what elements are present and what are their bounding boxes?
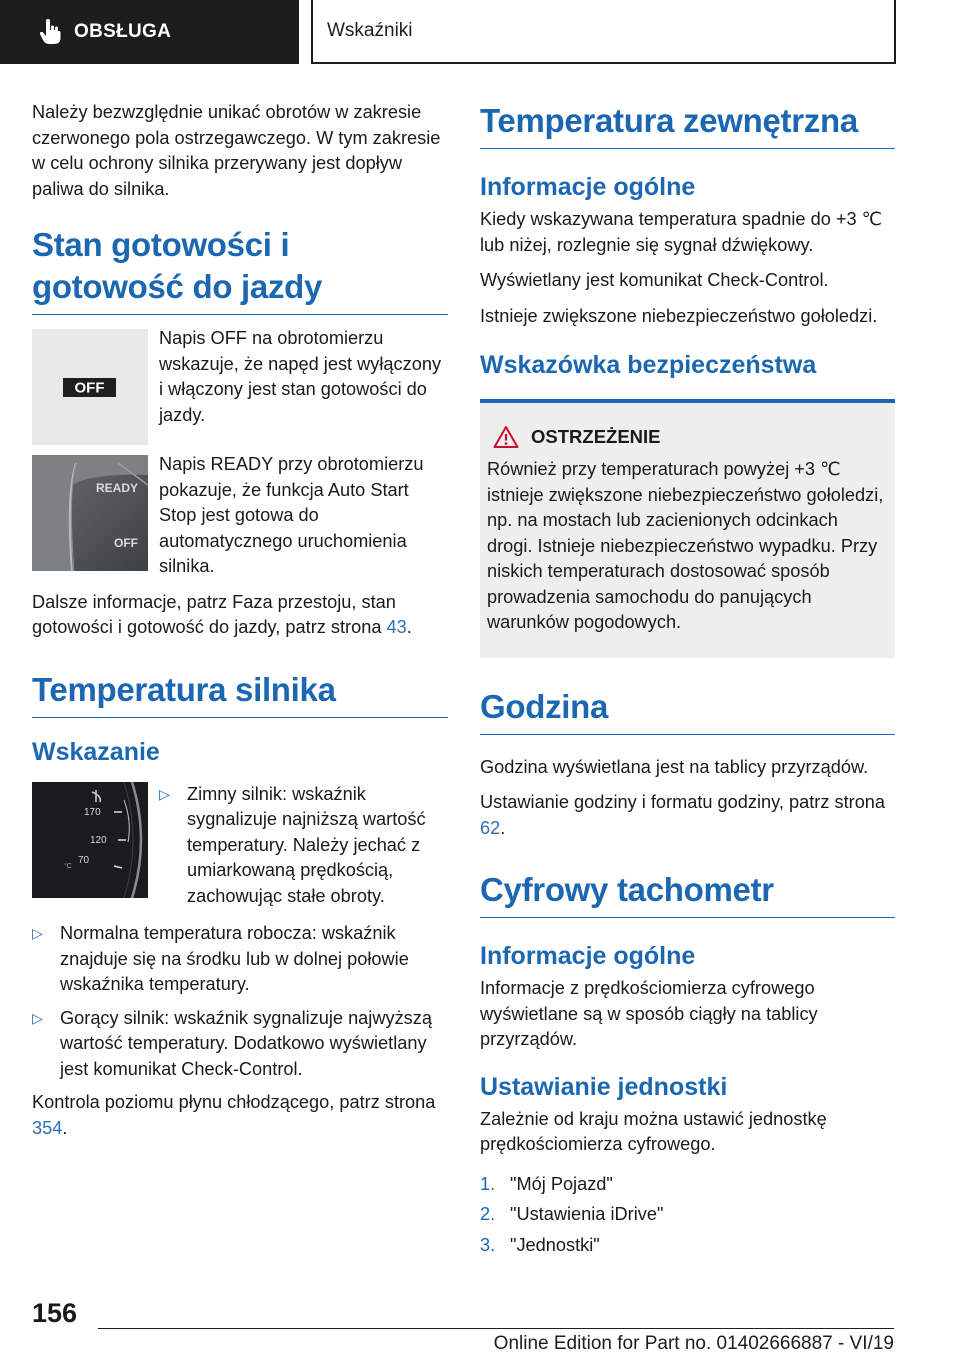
temp-paragraph-3: Istnieje zwiększone niebezpieczeństwo gołoledzi. (480, 305, 878, 326)
clock-paragraph-2: Ustawianie godziny i formatu godziny, patrz strona 62. (480, 792, 886, 838)
heading-display: Wskazanie (32, 737, 160, 766)
left-column (32, 100, 448, 1151)
intro-paragraph: Należy bezwzględnie unikać obrotów w zakresie czerwonego pola ostrzegawczego. W tym zakresie w celu ochrony silnika przerywany jest dopływ paliwa do silnika. (32, 102, 441, 199)
heading-safety: Wskazówka bezpieczeństwa (480, 349, 895, 403)
page-link-62[interactable]: 62 (480, 817, 501, 838)
unit-steps (480, 1172, 895, 1259)
digital-paragraph: Informacje z prędkościomierza cyfrowego wyświetlane są w sposób ciągły na tablicy przyrządów. (480, 978, 818, 1049)
hand-pointer-icon (38, 18, 62, 46)
section-label: OBSŁUGA (74, 21, 172, 42)
engine-temp-list (32, 921, 448, 1082)
ready-display-image (32, 455, 148, 571)
list-item: ▷ Normalna temperatura robocza: wskaźnik znajduje się na środku lub w dolnej połowie wskaźnika temperatury. (32, 923, 409, 994)
coolant-paragraph: Kontrola poziomu płynu chłodzącego, patrz strona 354. (32, 1092, 436, 1138)
heading-unit: Ustawianie jednostki (480, 1072, 728, 1101)
section-tab[interactable] (0, 0, 299, 64)
right-column (480, 100, 895, 1263)
heading-general-2: Informacje ogólne (480, 942, 696, 970)
heading-digital-tachometer: Cyfrowy tachometr (480, 869, 895, 918)
heading-general: Informacje ogólne (480, 173, 696, 201)
ready-label: READY (96, 481, 139, 495)
cold-engine-list (159, 782, 448, 918)
ready-figure-row (32, 455, 448, 580)
temp-paragraph-1: Kiedy wskazywana temperatura spadnie do +3 ℃ lub niżej, rozlegnie się sygnał dźwiękowy. (480, 209, 883, 255)
warning-triangle-icon (493, 425, 519, 449)
warning-title-row (493, 425, 887, 449)
temperature-gauge-image (32, 782, 148, 898)
edition-text: Online Edition for Part no. 01402666887 - VI/19 (493, 1333, 894, 1354)
heading-outside-temp: Temperatura zewnętrzna (480, 100, 895, 149)
gauge-unit: °C (64, 862, 72, 870)
warning-box (480, 403, 895, 658)
coolant-text: Kontrola poziomu płynu chłodzącego, patrz strona (32, 1092, 436, 1112)
warning-title: OSTRZEŻENIE (531, 426, 661, 447)
ready-description: Napis READY przy obrotomierzu pokazuje, że funkcja Auto Start Stop jest gotowa do automatycznego uruchomienia silnika. (159, 454, 424, 576)
off-label: OFF (74, 379, 105, 397)
warning-text: Również przy temperaturach powyżej +3 ℃ istnieje zwiększone niebezpieczeństwo gołoledzi, np. na mostach lub zacienionych odcinkach drogi. Istnieje niebezpieczeństwo wypadku. Przy niskich temperaturach dostosować sposób prowadzenia samochodu do panujących warunków pogodowych. (487, 459, 884, 632)
heading-clock: Godzina (480, 686, 895, 735)
temp-paragraph-2: Wyświetlany jest komunikat Check-Control. (480, 270, 829, 290)
off-display-image (32, 329, 148, 445)
page-link-43[interactable]: 43 (386, 617, 407, 637)
gauge-figure-row (32, 782, 448, 918)
more-info-text: Dalsze informacje, patrz Faza przestoju, stan gotowości i gotowość do jazdy, patrz strona (32, 591, 396, 637)
list-item: 2. "Ustawienia iDrive" (480, 1204, 664, 1224)
heading-engine-temp: Temperatura silnika (32, 669, 448, 718)
clock-text: Ustawianie godziny i formatu godziny, patrz strona (480, 792, 886, 812)
more-info-paragraph: Dalsze informacje, patrz Faza przestoju, stan gotowości i gotowość do jazdy, patrz strona 43. (32, 591, 412, 637)
off-description: Napis OFF na obrotomierzu wskazuje, że napęd jest wyłączony i włączony jest stan gotowości do jazdy. (159, 328, 442, 425)
gauge-label-70: 70 (78, 854, 90, 866)
clock-paragraph-1: Godzina wyświetlana jest na tablicy przyrządów. (480, 756, 869, 777)
subsection-header (311, 0, 896, 64)
gauge-label-120: 120 (90, 834, 107, 846)
page-number: 156 (32, 1298, 78, 1328)
unit-paragraph: Zależnie od kraju można ustawić jednostkę prędkościomierza cyfrowego. (480, 1108, 827, 1154)
list-item: ▷ Zimny silnik: wskaźnik sygnalizuje najniższą wartość temperatury. Należy jechać z umiarkowaną prędkością, zachowując stałe obroty. (159, 783, 426, 906)
heading-ready: Stan gotowości i gotowość do jazdy (32, 224, 448, 315)
subsection-label: Wskaźniki (327, 20, 413, 41)
ready-off-label: OFF (114, 536, 138, 550)
gauge-label-170: 170 (84, 806, 101, 818)
list-item: ▷ Gorący silnik: wskaźnik sygnalizuje najwyższą wartość temperatury. Dodatkowo wyświetlany jest komunikat Check-Control. (32, 1007, 432, 1079)
off-figure-row (32, 329, 448, 445)
list-item: 3. "Jednostki" (480, 1234, 600, 1255)
footer-divider (98, 1328, 894, 1329)
page-link-354[interactable]: 354 (32, 1117, 63, 1138)
list-item: 1. "Mój Pojazd" (480, 1173, 613, 1194)
